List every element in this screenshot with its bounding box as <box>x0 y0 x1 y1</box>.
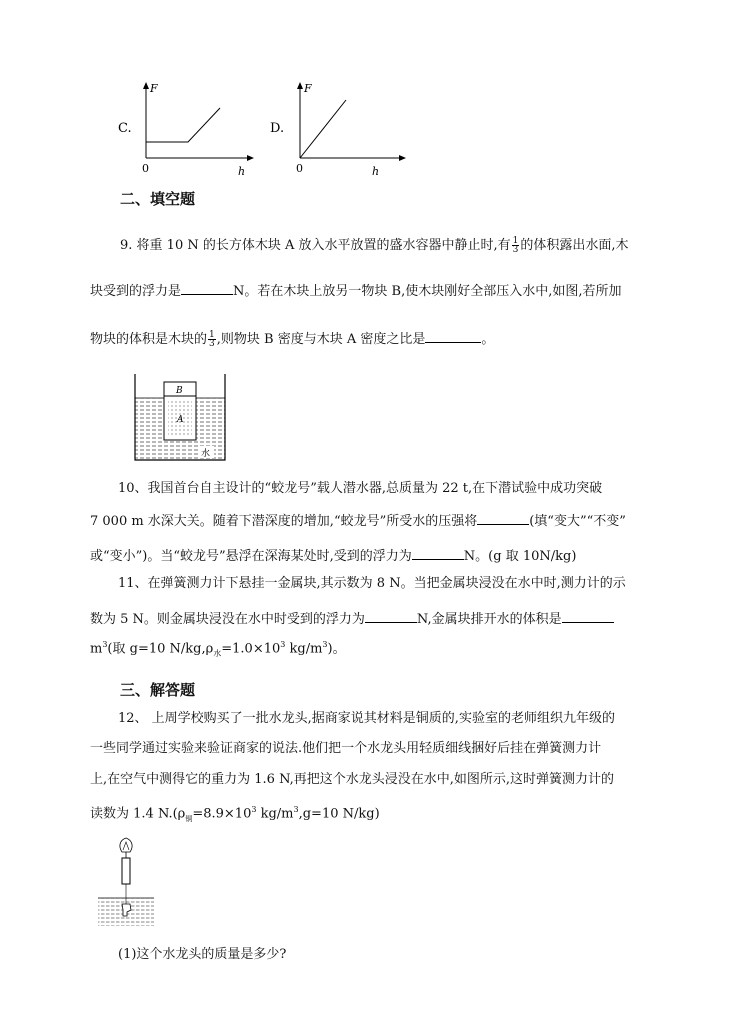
section-heading-fill-blank: 二、填空题 <box>120 190 196 208</box>
q10-answer-blank-2[interactable] <box>412 547 464 560</box>
q9-fraction-1: $\frac{1}{3}$ <box>512 236 519 255</box>
q12-line-3: 上,在空气中测得它的重力为 1.6 N,再把这个水龙头浸没在水中,如图所示,这时弹簧测力计的 <box>90 772 615 787</box>
graph-d <box>262 80 412 180</box>
q10-line-2: 7 000 m 水深大关。随着下潜深度的增加,“蛟龙号”所受水的压强将 (填“变大”“不变” <box>90 514 626 529</box>
graph-d-curve <box>300 100 346 158</box>
q9-line-3: 物块的体积是木块的 $\frac{1}{3}$ ,则物块 B 密度与木块 A 密度之比是 。 <box>90 330 495 349</box>
graph-d-x-axis-label: h <box>372 165 380 178</box>
graph-d-option-label: D. <box>270 121 285 136</box>
graph-c-y-axis-label: F <box>150 82 158 95</box>
q12-spring-scale-figure <box>96 836 156 928</box>
q11-line-1: 11、在弹簧测力计下悬挂一金属块,其示数为 8 N。当把金属块浸没在水中时,测力计的示 <box>118 576 626 591</box>
graph-d-origin: 0 <box>296 162 303 175</box>
q11-answer-blank-1[interactable] <box>365 610 417 623</box>
q12-subquestion-1: (1)这个水龙头的质量是多少? <box>118 947 287 962</box>
block-a-label: A <box>177 415 184 425</box>
graph-c-x-axis-label: h <box>238 165 246 178</box>
water-label: 水 <box>201 449 211 459</box>
q9-answer-blank-1[interactable] <box>181 282 233 295</box>
spring-scale <box>122 858 130 884</box>
q12-line-4: 读数为 1.4 $N.(\rho_铜=8.9\times 10^3$ $kg/m^3,g=10$ N/kg) <box>90 805 380 823</box>
q10-line-3: 或“变小”)。当“蛟龙号”悬浮在深海某处时,受到的浮力为 N。(g 取 10N/kg) <box>90 549 577 564</box>
q9-answer-blank-2[interactable] <box>425 330 481 343</box>
q10-line-1: 10、我国首台自主设计的“蛟龙号”载人潜水器,总质量为 22 t,在下潜试验中成功突破 <box>118 481 603 496</box>
q9-line-2: 块受到的浮力是 N。若在木块上放另一物块 B,使木块刚好全部压入水中,如图,若所加 <box>90 284 622 299</box>
q12-line-1: 12、 上周学校购买了一批水龙头,据商家说其材料是铜质的,实验室的老师组织九年级的 <box>118 711 615 726</box>
q9-container-figure <box>134 372 229 462</box>
q9-line-1: 9. 将重 10 N 的长方体木块 A 放入水平放置的盛水容器中静止时,有 $\frac{1}{3}$ 的体积露出水面,木 <box>120 236 629 255</box>
graph-c-option-label: C. <box>118 121 132 136</box>
graph-c-curve <box>146 108 220 142</box>
q11-answer-blank-2[interactable] <box>562 610 614 623</box>
graph-d-y-axis-label: F <box>304 82 312 95</box>
q9-fraction-2: $\frac{1}{3}$ <box>209 330 215 349</box>
graph-c-origin: 0 <box>142 162 149 175</box>
clamp-icon <box>120 838 132 852</box>
section-heading-answer: 三、解答题 <box>120 681 196 699</box>
block-b-label: B <box>176 386 183 396</box>
q11-line-2: 数为 5 N。则金属块浸没在水中时受到的浮力为 N,金属块排开水的体积是 <box>90 610 614 626</box>
q12-line-2: 一些同学通过实验来验证商家的说法.他们把一个水龙头用轻质细线捆好后挂在弹簧测力计 <box>90 741 602 756</box>
q10-answer-blank-1[interactable] <box>477 512 529 525</box>
graph-c <box>110 80 260 180</box>
q11-line-3: $m^3$(取 g=10 $N/kg,\rho_水=1.0\times 10^3$ $kg/m^3$)。 <box>90 640 346 658</box>
